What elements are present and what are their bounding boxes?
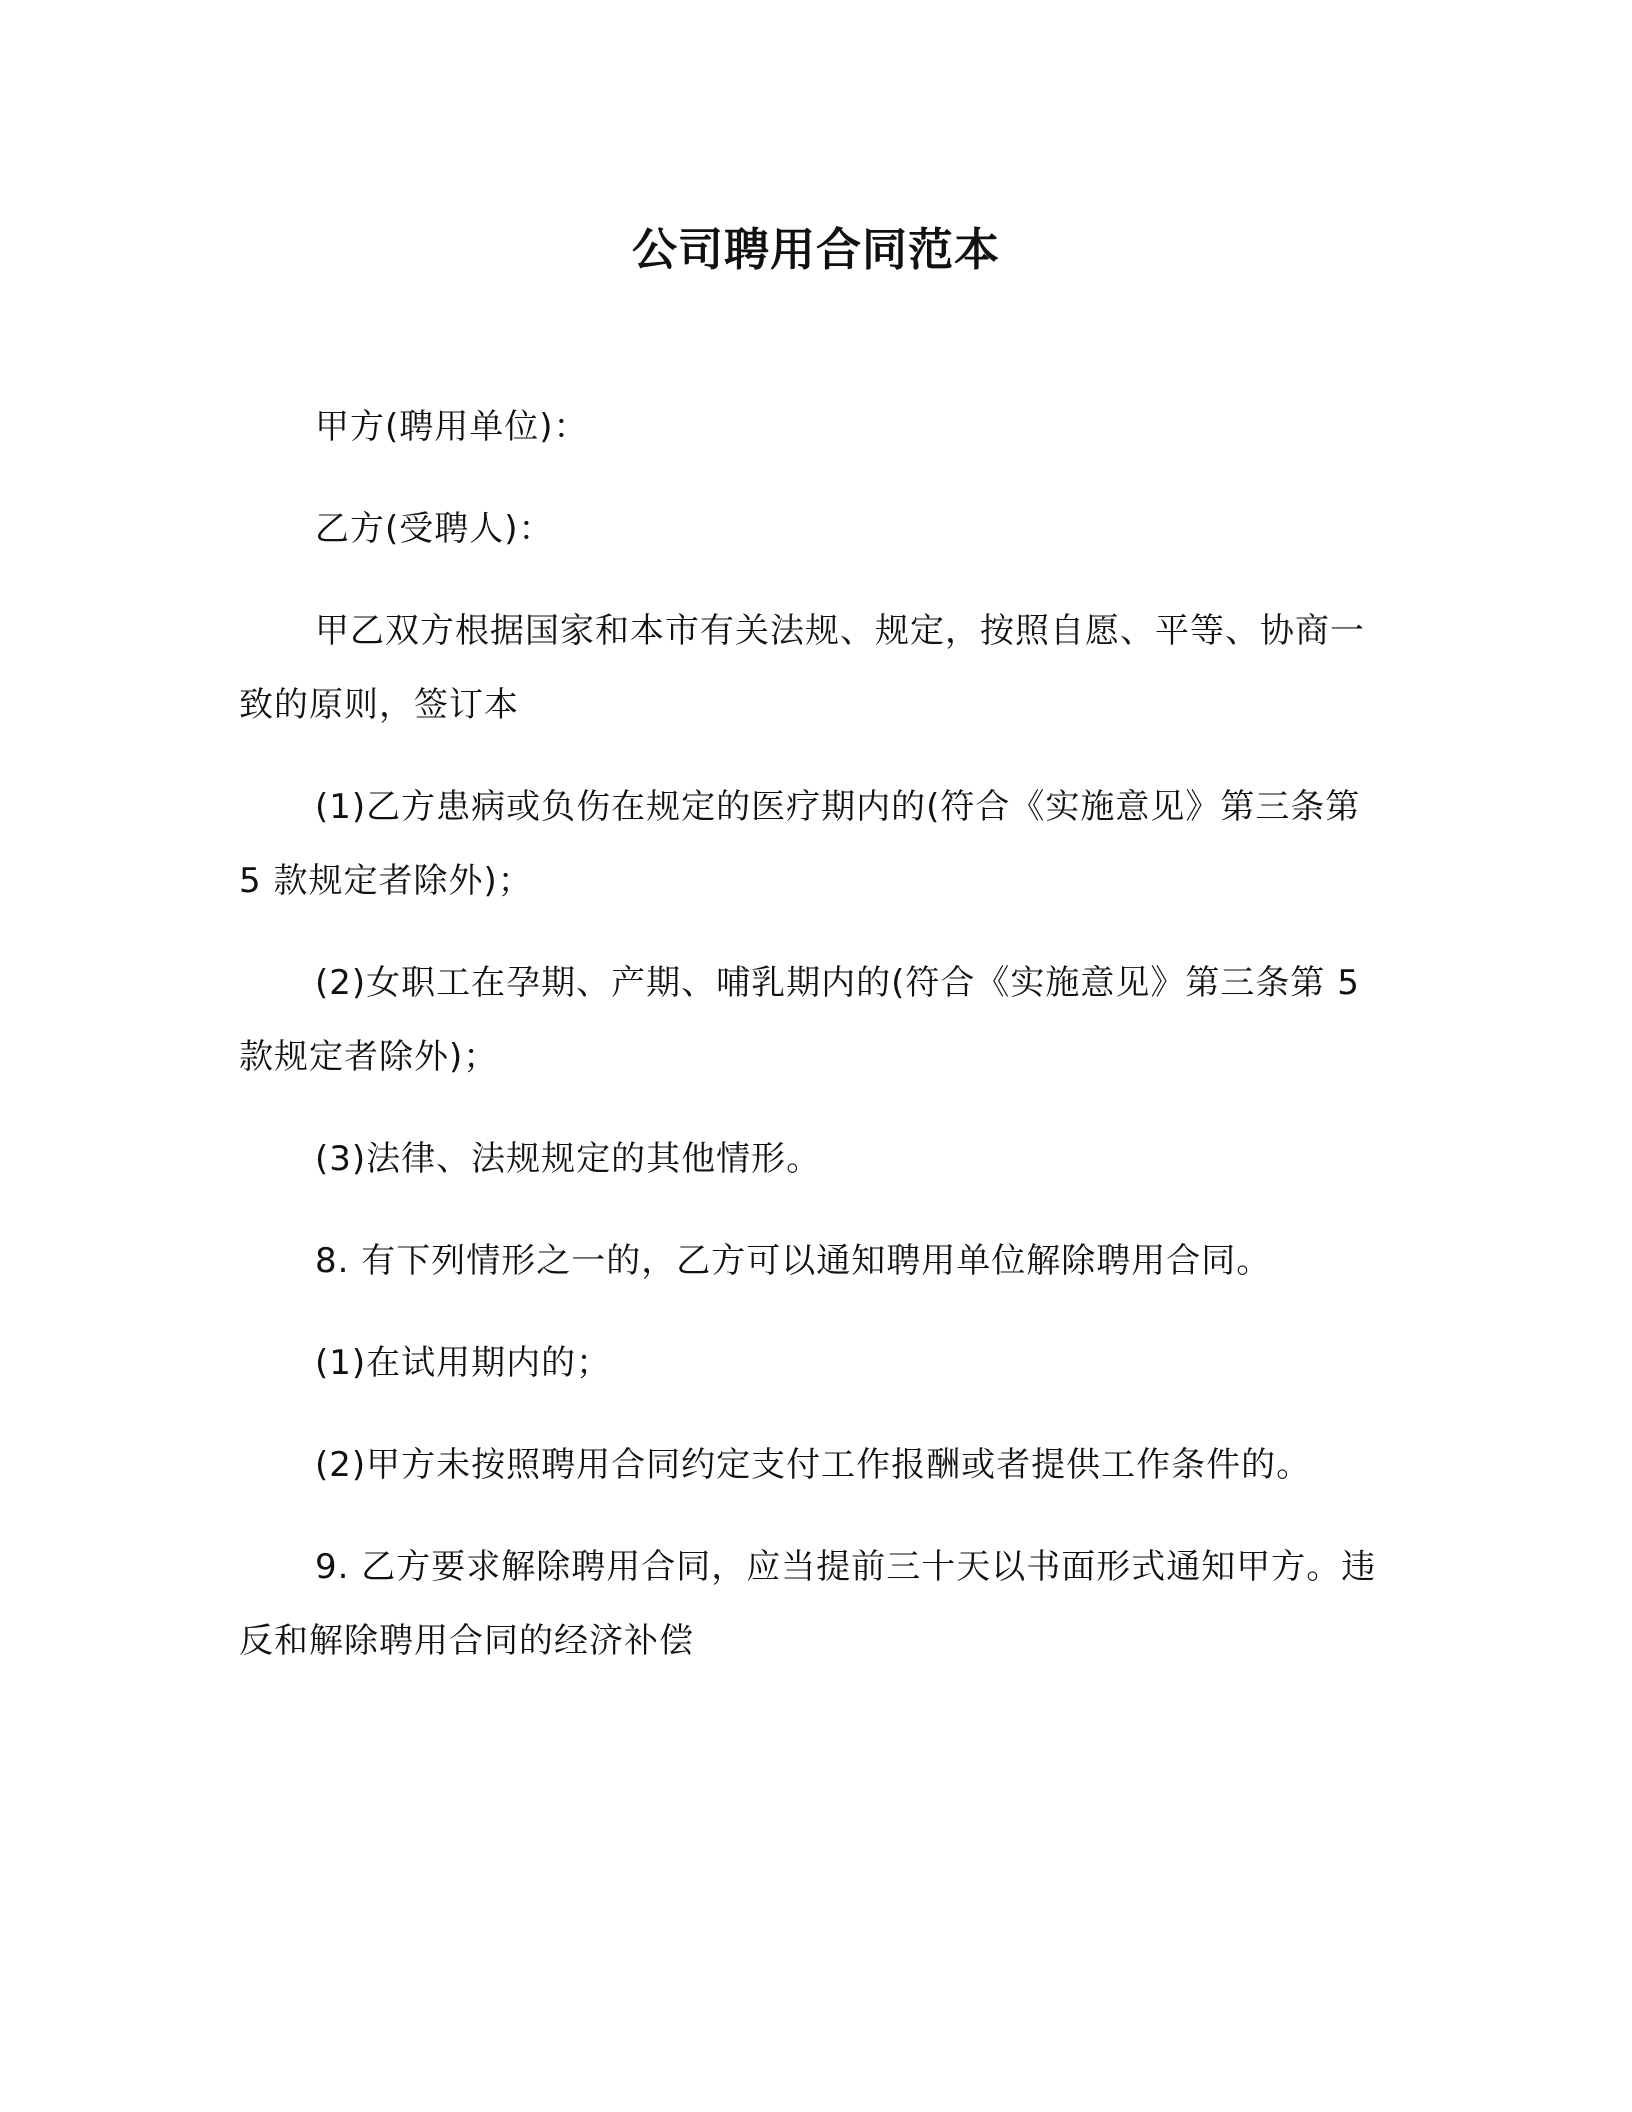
party-b-line: 乙方(受聘人)： (315, 509, 554, 549)
clause-8: 8. 有下列情形之一的，乙方可以通知聘用单位解除聘用合同。 (315, 1241, 1272, 1281)
party-a-line: 甲方(聘用单位)： (315, 407, 589, 447)
clause-item-1: (1)乙方患病或负伤在规定的医疗期内的(符合《实施意见》第三条第 5 款规定者除外)； (239, 787, 1373, 901)
preamble-paragraph: 甲乙双方根据国家和本市有关法规、规定，按照自愿、平等、协商一致的原则，签订本 (239, 611, 1365, 725)
clause-8-item-2: (2)甲方未按照聘用合同约定支付工作报酬或者提供工作条件的。 (315, 1445, 1312, 1485)
page-title: 公司聘用合同范本 (631, 223, 1000, 276)
clause-item-2: (2)女职工在孕期、产期、哺乳期内的(符合《实施意见》第三条第 5 款规定者除外)； (239, 963, 1372, 1077)
clause-item-3: (3)法律、法规规定的其他情形。 (315, 1139, 822, 1179)
document-body (239, 390, 1389, 1706)
clause-8-item-1: (1)在试用期内的； (315, 1343, 612, 1383)
clause-9: 9. 乙方要求解除聘用合同，应当提前三十天以书面形式通知甲方。违反和解除聘用合同的经济补偿 (239, 1547, 1377, 1661)
